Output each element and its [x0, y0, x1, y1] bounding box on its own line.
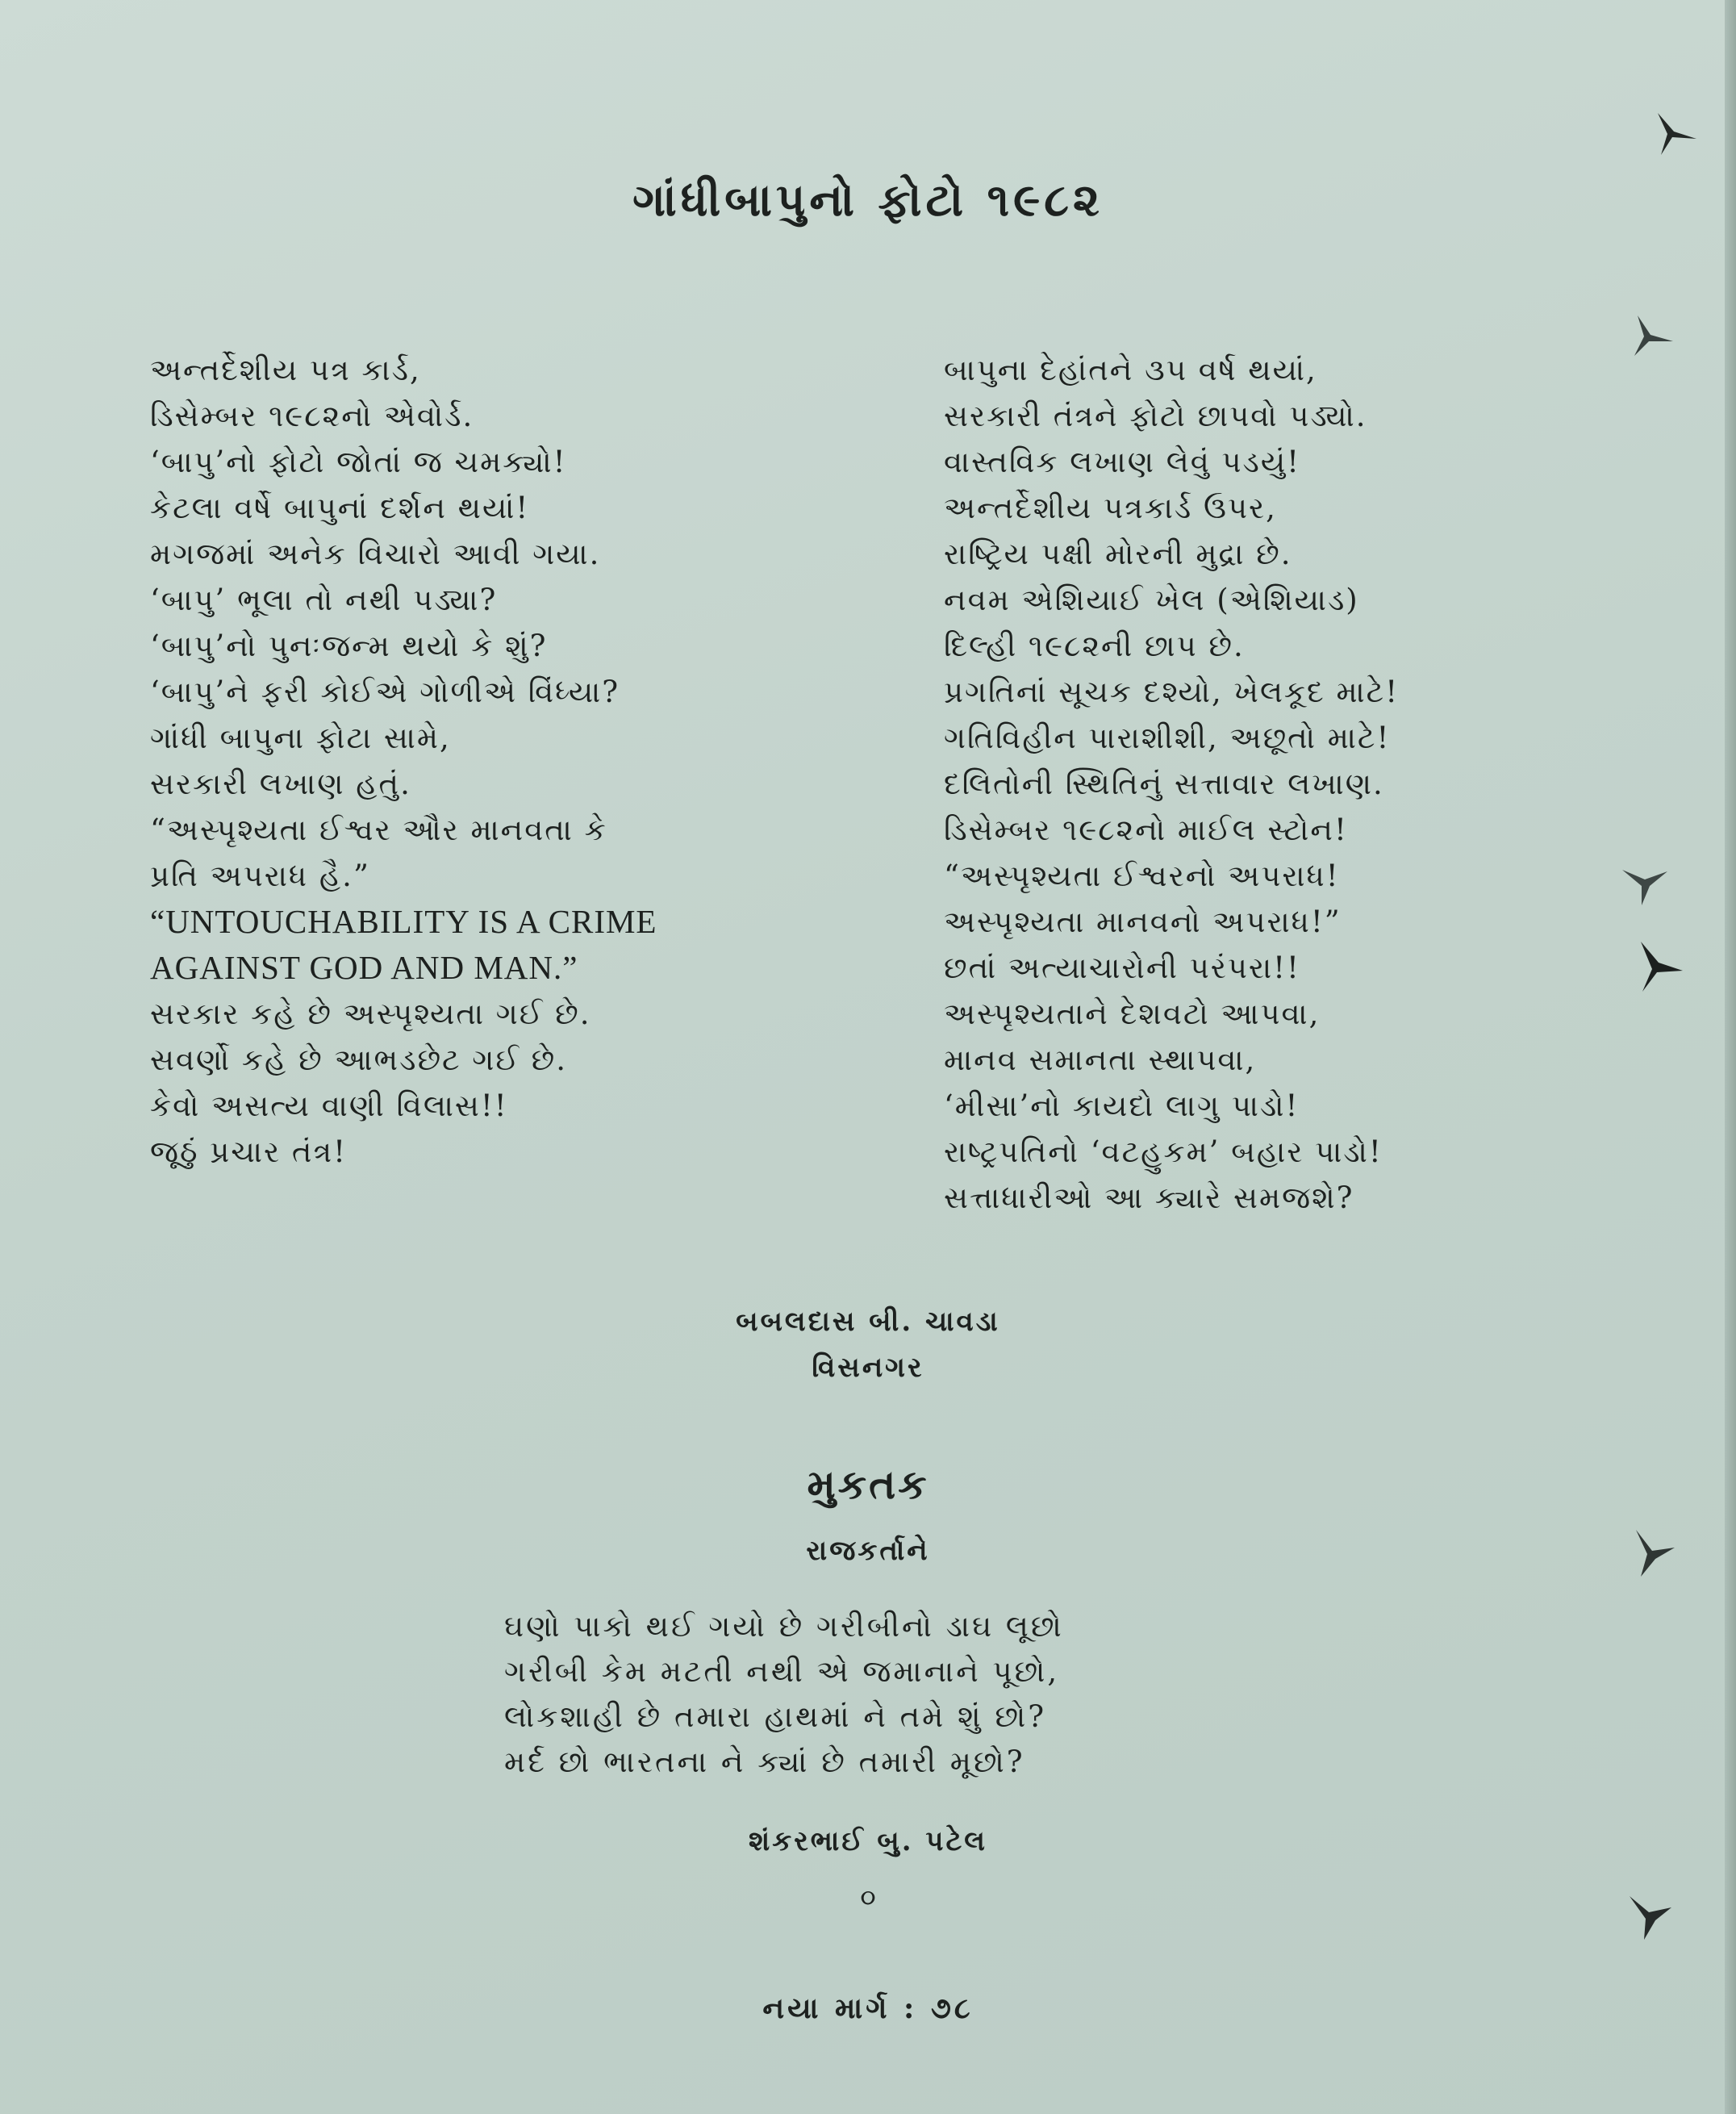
poem2-line: ઘણો પાકો થઈ ગયો છે ગરીબીનો ડાઘ લૂછો — [504, 1609, 1064, 1644]
poem-line: ‘મીસા’નો કાયદો લાગુ પાડો! — [944, 1088, 1300, 1123]
poem-line: માનવ સમાનતા સ્થાપવા, — [944, 1042, 1257, 1077]
poem2-line: ગરીબી કેમ મટતી નથી એ જમાનાને પૂછો, — [504, 1654, 1060, 1689]
page-edge — [1725, 0, 1736, 2114]
poem2-stanza — [504, 1604, 1230, 1785]
poem-line: ‘બાપુ’નો પુનઃજન્મ થયો કે શું? — [150, 629, 548, 663]
punch-hole-icon — [1620, 309, 1676, 366]
poem-line: દિલ્હી ૧૯૮૨ની છાપ છે. — [944, 629, 1245, 663]
poem-line: સત્તાધારીઓ આ ક્યારે સમજશે? — [944, 1180, 1354, 1215]
poem-line: કેટલા વર્ષે બાપુનાં દર્શન થયાં! — [150, 491, 530, 525]
poem-line: અન્તર્દેશીય પત્ર કાર્ડ, — [150, 353, 421, 387]
poem-line: નવમ એશિયાઈ ખેલ (એશિયાડ) — [944, 583, 1359, 617]
page-footer: નયા માર્ગ : ૭૮ — [762, 1991, 974, 2025]
poem2-line: લોકશાહી છે તમારા હાથમાં ને તમે શું છો? — [504, 1699, 1047, 1734]
poem-line: ગતિવિહીન પારાશીશી, અછૂતો માટે! — [944, 721, 1391, 755]
punch-hole-icon — [1642, 105, 1698, 161]
poem-line: સરકારી તંત્રને ફોટો છાપવો પડ્યો. — [944, 399, 1367, 433]
poem-line: પ્રતિ અપરાધ હૈ.” — [150, 859, 370, 893]
poem-line: ડિસેમ્બર ૧૯૮૨નો માઈલ સ્ટોન! — [944, 813, 1348, 847]
poem2-author: શંકરભાઈ બુ. પટેલ — [749, 1825, 987, 1857]
punch-hole-icon — [1623, 1525, 1680, 1581]
poem-title: ગાંધીબાપુનો ફોટો ૧૯૮૨ — [632, 173, 1104, 227]
poem-column-right — [944, 347, 1670, 1221]
poem2-line: મર્દ છો ભારતના ને ક્યાં છે તમારી મૂછો? — [504, 1744, 1025, 1779]
punch-hole-icon — [1621, 1888, 1678, 1945]
section-ornament: ૦ — [860, 1882, 876, 1912]
poem-line: “અસ્પૃશ્યતા ઈશ્વર ઔર માનવતા કે — [150, 813, 607, 847]
poem-line: ‘બાપુ’નો ફોટો જોતાં જ ચમક્યો! — [150, 445, 567, 479]
poem-line: અસ્પૃશ્યતા માનવનો અપરાધ!” — [944, 905, 1342, 939]
poem-line: પ્રગતિનાં સૂચક દશ્યો, ખેલકૂદ માટે! — [944, 675, 1400, 709]
poem-line: સરકારી લખાણ હતું. — [150, 767, 411, 801]
poem-line-english: AGAINST GOD AND MAN.” — [150, 949, 578, 986]
poem-line: મગજમાં અનેક વિચારો આવી ગયા. — [150, 537, 601, 571]
poem-line: રાષ્ટ્રપતિનો ‘વટહુકમ’ બહાર પાડો! — [944, 1134, 1383, 1169]
poem-line: વાસ્તવિક લખાણ લેવું પડયું! — [944, 445, 1301, 479]
poem-line: અન્તર્દેશીય પત્રકાર્ડ ઉપર, — [944, 491, 1277, 525]
poem2-dedication: રાજકર્તાને — [806, 1535, 930, 1567]
poem-line: કેવો અસત્ય વાણી વિલાસ!! — [150, 1088, 508, 1123]
poem-line: દલિતોની સ્થિતિનું સત્તાવાર લખાણ. — [944, 767, 1384, 801]
poem-line-english: “UNTOUCHABILITY IS A CRIME — [150, 903, 657, 940]
author-place: વિસનગર — [812, 1352, 924, 1384]
poem-line: જૂઠું પ્રચાર તંત્ર! — [150, 1134, 348, 1169]
poem-line: “અસ્પૃશ્યતા ઈશ્વરનો અપરાધ! — [944, 859, 1340, 893]
poem-column-left — [150, 347, 844, 1175]
poem-line: ‘બાપુ’ને ફરી કોઈએ ગોળીએ વિંધ્યા? — [150, 675, 620, 709]
poem-line: ‘બાપુ’ ભૂલા તો નથી પડ્યા? — [150, 583, 498, 617]
poem-line: ગાંધી બાપુના ફોટા સામે, — [150, 721, 451, 755]
punch-hole-icon — [1630, 938, 1686, 995]
poem-line: સરકાર કહે છે અસ્પૃશ્યતા ગઈ છે. — [150, 996, 591, 1031]
poem-line: છતાં અત્યાચારોની પરંપરા!! — [944, 950, 1300, 985]
author-name: બબલદાસ બી. ચાવડા — [736, 1306, 1000, 1338]
poem-line: અસ્પૃશ્યતાને દેશવટો આપવા, — [944, 996, 1321, 1031]
poem-line: સવર્ણો કહે છે આભડછેટ ગઈ છે. — [150, 1042, 568, 1077]
poem2-title: મુકતક — [807, 1460, 929, 1508]
poem-line: બાપુના દેહાંતને ૩૫ વર્ષ થયાં, — [944, 353, 1317, 387]
punch-hole-icon — [1617, 855, 1674, 912]
poem-line: ડિસેમ્બર ૧૯૮૨નો એવોર્ડ. — [150, 399, 474, 433]
poem-line: રાષ્ટ્રિય પક્ષી મોરની મુદ્રા છે. — [944, 537, 1292, 571]
